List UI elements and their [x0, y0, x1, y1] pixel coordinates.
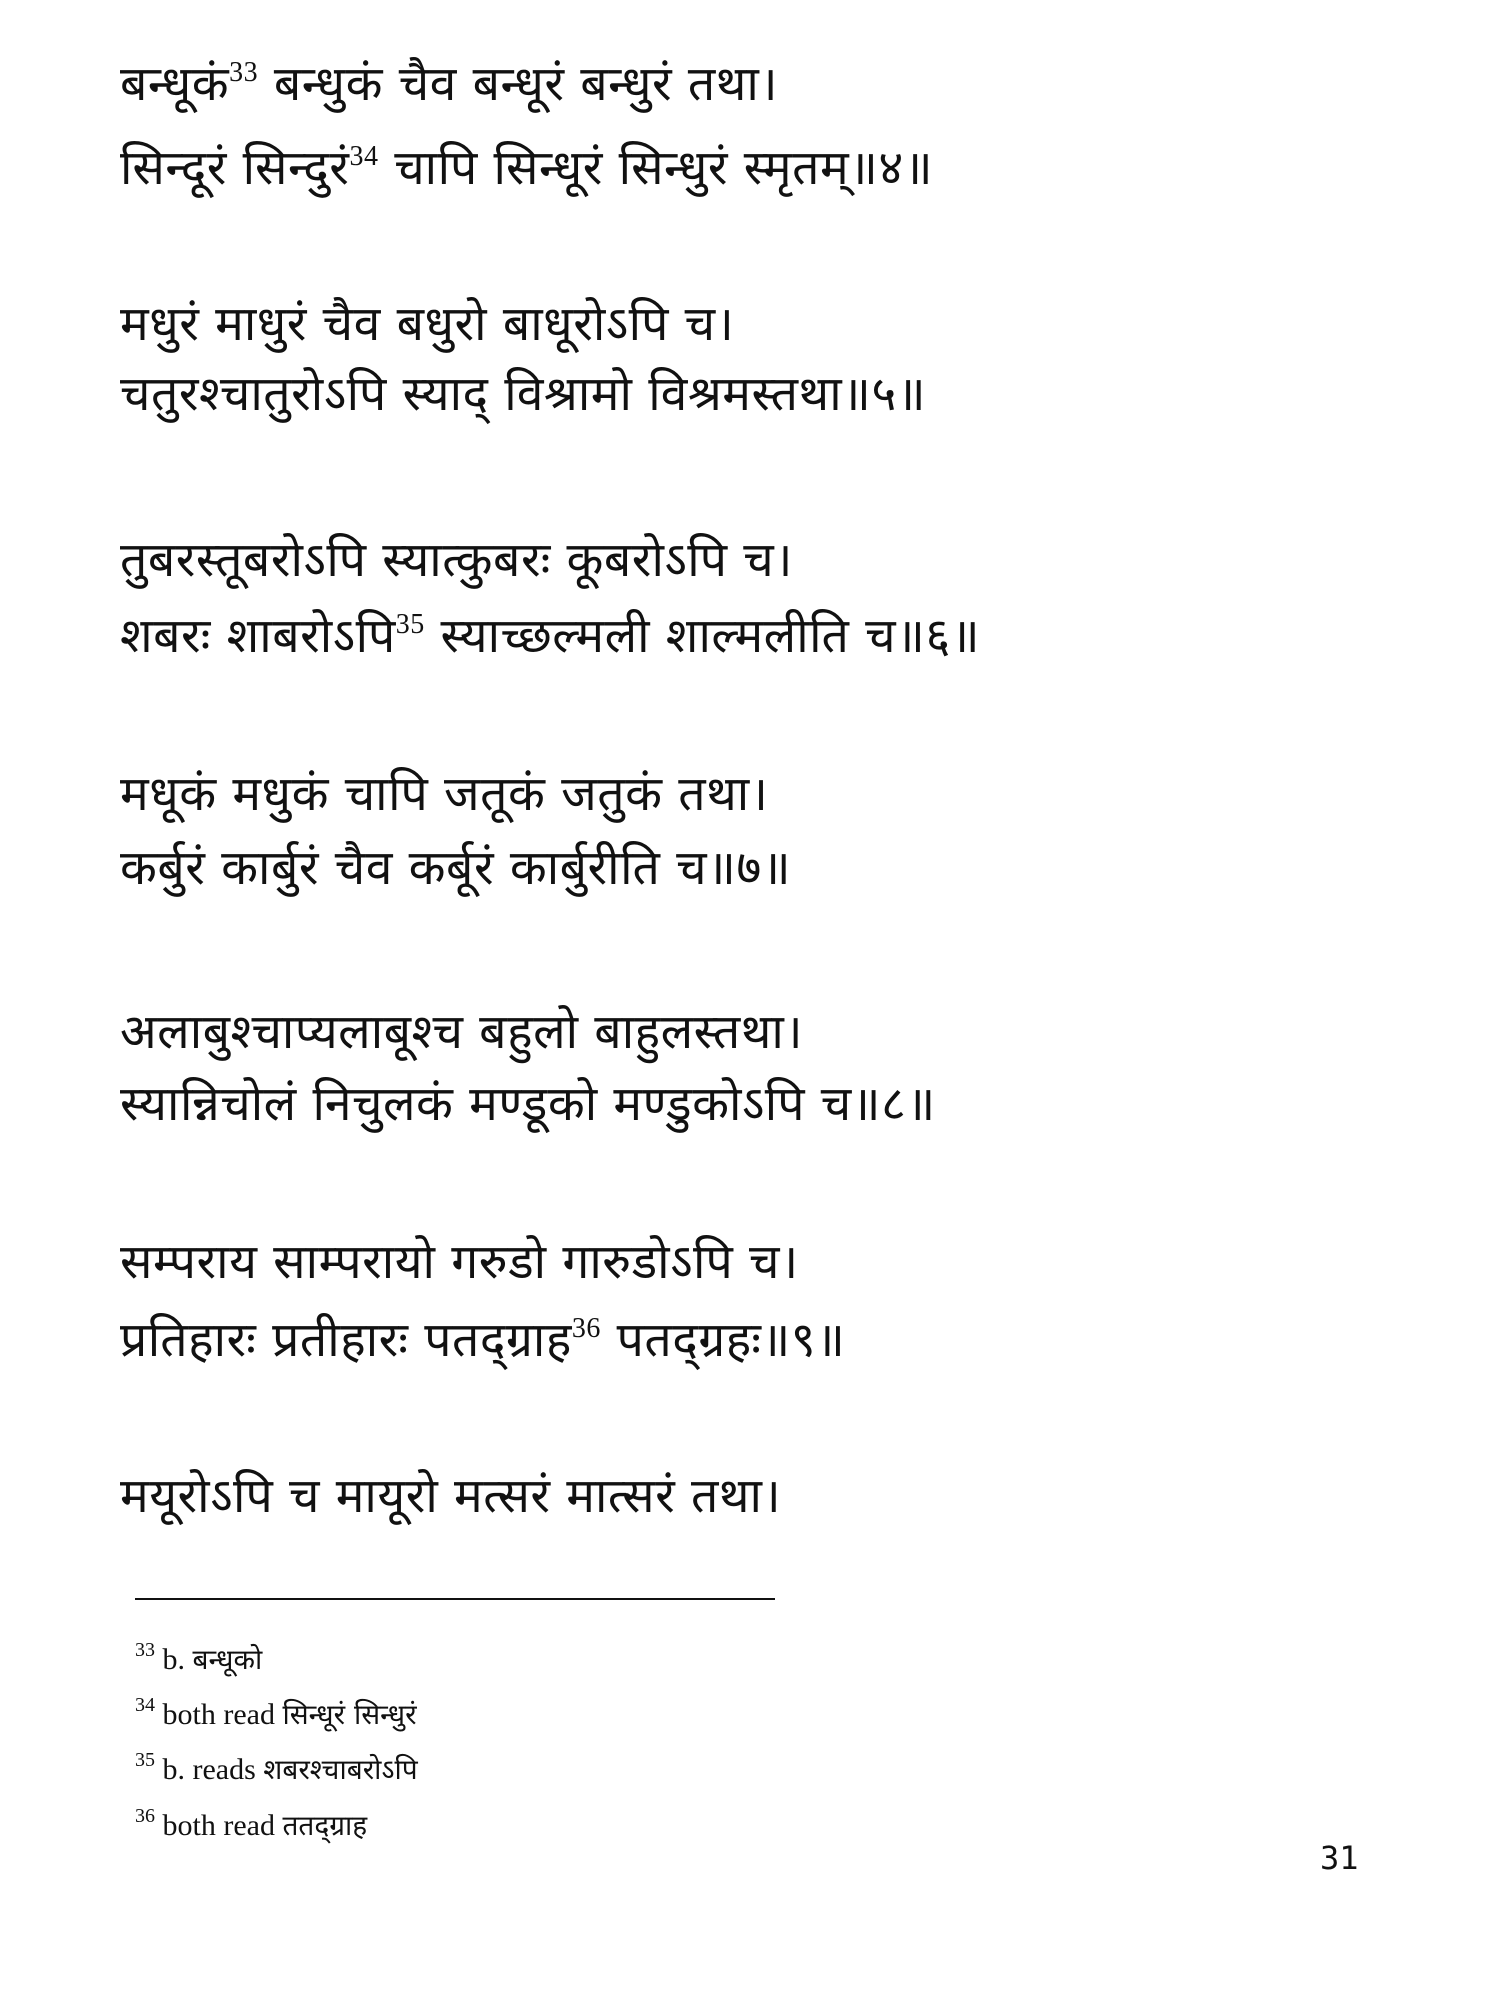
verse-text: बन्धूकं [120, 56, 230, 112]
verse-5-line-2 [120, 362, 926, 426]
footnote-number: 36 [135, 1805, 155, 1827]
footnote-devanagari: शबरश्चाबरोऽपि [263, 1753, 418, 1786]
footnote-text: b. [155, 1643, 193, 1676]
verse-7-line-1 [120, 762, 768, 826]
footnote-text: both read [155, 1698, 283, 1731]
verse-8-line-1 [120, 1000, 803, 1064]
verse-text: मयूरोऽपि च मायूरो मत्सरं मात्सरं तथा। [120, 1468, 782, 1524]
page-number: 31 [1320, 1839, 1359, 1877]
footnote-number: 33 [135, 1639, 155, 1661]
verse-5-line-1 [120, 292, 734, 356]
footnote-number: 35 [135, 1749, 155, 1771]
verse-6-line-2 [120, 604, 980, 668]
footnote-ref-34[interactable]: 34 [349, 141, 379, 172]
footnote-devanagari: बन्धूको [192, 1643, 263, 1676]
verse-text: प्रतिहारः प्रतीहारः पतद्ग्राह [120, 1312, 572, 1368]
verse-text: मधुरं माधुरं चैव बधुरो बाधूरोऽपि च। [120, 296, 735, 352]
footnote-34 [135, 1685, 417, 1737]
footnote-36 [135, 1796, 367, 1848]
footnote-devanagari: ततद्ग्राह [282, 1809, 368, 1842]
verse-text: शबरः शाबरोऽपि [120, 608, 396, 664]
verse-7-line-2 [120, 836, 791, 900]
verse-text: अलाबुश्चाप्यलाबूश्च बहुलो बाहुलस्तथा। [120, 1004, 804, 1060]
verse-8-line-2 [120, 1072, 936, 1136]
footnote-text: b. reads [155, 1753, 264, 1786]
footnote-ref-33[interactable]: 33 [229, 57, 259, 88]
footnote-35 [135, 1740, 418, 1792]
verse-10-line-1 [120, 1464, 781, 1528]
verse-4-line-1 [120, 52, 778, 116]
footnote-number: 34 [135, 1694, 155, 1716]
verse-text: पतद्ग्रहः॥९॥ [600, 1312, 846, 1368]
verse-text: बन्धुकं चैव बन्धूरं बन्धुरं तथा। [258, 56, 779, 112]
verse-9-line-1 [120, 1230, 799, 1294]
footnote-divider [135, 1598, 775, 1600]
verse-text: चापि सिन्धूरं सिन्धुरं स्मृतम्॥४॥ [378, 140, 934, 196]
verse-text: तुबरस्तूबरोऽपि स्यात्कुबरः कूबरोऽपि च। [120, 532, 793, 588]
verse-text: मधूकं मधुकं चापि जतूकं जतुकं तथा। [120, 766, 769, 822]
verse-4-line-2 [120, 136, 933, 200]
footnote-devanagari: सिन्धूरं सिन्धुरं [282, 1698, 417, 1731]
footnote-33 [135, 1630, 262, 1682]
verse-text: स्यान्निचोलं निचुलकं मण्डूको मण्डुकोऽपि च॥८॥ [120, 1076, 936, 1132]
verse-text: चतुरश्चातुरोऽपि स्याद् विश्रामो विश्रमस्तथा॥५॥ [120, 366, 927, 422]
verse-6-line-1 [120, 528, 793, 592]
footnote-ref-35[interactable]: 35 [395, 609, 425, 640]
footnote-ref-36[interactable]: 36 [571, 1313, 601, 1344]
verse-text: सिन्दूरं सिन्दुरं [120, 140, 350, 196]
footnote-text: both read [155, 1809, 283, 1842]
verse-text: कर्बुरं कार्बुरं चैव कर्बूरं कार्बुरीति च॥७॥ [120, 840, 792, 896]
verse-9-line-2 [120, 1308, 845, 1372]
verse-text: सम्पराय साम्परायो गरुडो गारुडोऽपि च। [120, 1234, 799, 1290]
verse-text: स्याच्छल्मली शाल्मलीति च॥६॥ [424, 608, 981, 664]
